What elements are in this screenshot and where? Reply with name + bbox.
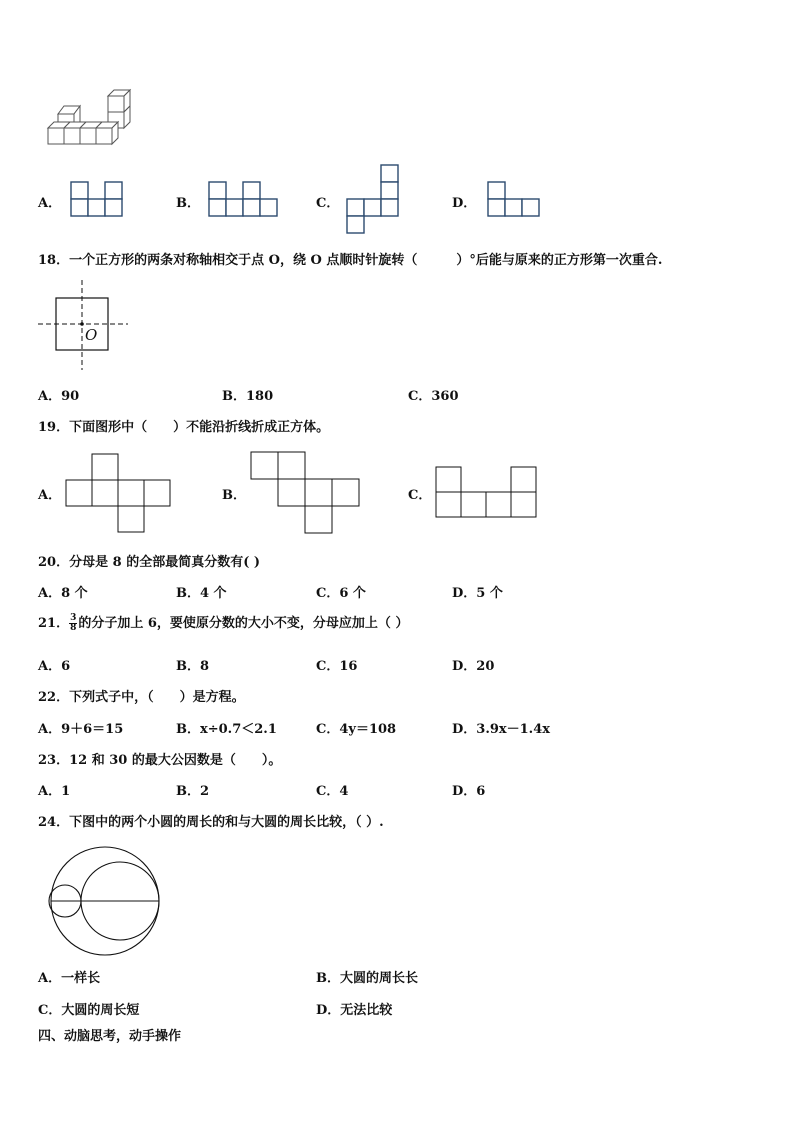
- q21-option-d[interactable]: D．20: [452, 659, 495, 674]
- q24-option-a[interactable]: A．一样长: [38, 971, 101, 986]
- q19-stem: 19．下面图形中（ ）不能沿折线折成正方体。: [38, 420, 330, 435]
- q18-option-b[interactable]: B．180: [222, 389, 274, 404]
- cube-solid-figure: [40, 86, 140, 156]
- q19-option-b-net: [250, 451, 364, 535]
- q20-option-a[interactable]: A．8 个: [38, 586, 88, 601]
- q23-option-d[interactable]: D．6: [452, 784, 486, 799]
- q21-stem-line: [38, 612, 408, 633]
- circles-figure: [46, 844, 166, 960]
- q17-option-b-figure: [208, 181, 282, 219]
- q17-option-b-label[interactable]: B．: [176, 196, 200, 211]
- section-four-title: 四、动脑思考，动手操作: [38, 1029, 182, 1044]
- fraction-denominator: 8: [70, 623, 77, 633]
- q19-option-b-label[interactable]: B．: [222, 488, 246, 503]
- q19-option-c-net: [435, 466, 539, 520]
- q22-option-a[interactable]: A．9＋6＝15: [38, 722, 124, 737]
- q23-option-c[interactable]: C．4: [316, 784, 349, 799]
- q24-option-c[interactable]: C．大圆的周长短: [38, 1003, 140, 1018]
- q24-option-d[interactable]: D．无法比较: [316, 1003, 393, 1018]
- q21-option-b[interactable]: B．8: [176, 659, 210, 674]
- q17-option-d-figure: [487, 181, 543, 219]
- q17-option-d-label[interactable]: D．: [452, 196, 477, 211]
- q21-fraction: [69, 614, 77, 633]
- q18-square-figure: [38, 280, 130, 370]
- q22-option-d[interactable]: D．3.9x－1.4x: [452, 722, 551, 737]
- q17-option-c-figure: [345, 163, 403, 235]
- q19-option-a-label[interactable]: A．: [38, 488, 62, 503]
- point-o-label: O: [85, 326, 98, 344]
- q21-option-a[interactable]: A．6: [38, 659, 71, 674]
- q18-option-a[interactable]: A．90: [38, 389, 80, 404]
- q17-option-c-label[interactable]: C．: [316, 196, 340, 211]
- q24-option-b[interactable]: B．大圆的周长长: [316, 971, 418, 986]
- q17-option-a-figure: [70, 181, 126, 219]
- fraction-numerator: 3: [70, 613, 77, 623]
- q23-option-b[interactable]: B．2: [176, 784, 210, 799]
- q19-option-c-label[interactable]: C．: [408, 488, 432, 503]
- q17-option-a-label[interactable]: A．: [38, 196, 62, 211]
- q20-option-b[interactable]: B．4 个: [176, 586, 227, 601]
- q20-stem: 20．分母是 8 的全部最简真分数有( ): [38, 555, 261, 570]
- q21-stem-text: 的分子加上 6，要使原分数的大小不变，分母应加上（ ）: [78, 616, 409, 631]
- q21-number: 21．: [38, 616, 70, 631]
- q20-option-d[interactable]: D．5 个: [452, 586, 503, 601]
- q18-option-c[interactable]: C．360: [408, 389, 459, 404]
- q22-stem: 22．下列式子中，（ ）是方程。: [38, 690, 245, 705]
- q21-option-c[interactable]: C．16: [316, 659, 358, 674]
- q20-option-c[interactable]: C．6 个: [316, 586, 366, 601]
- q23-option-a[interactable]: A．1: [38, 784, 71, 799]
- q23-stem: 23．12 和 30 的最大公因数是（ ）。: [38, 753, 282, 768]
- q18-stem: 18．一个正方形的两条对称轴相交于点 O，绕 O 点顺时针旋转（ ）°后能与原来的正方形第一次重合.: [38, 253, 663, 268]
- q22-option-c[interactable]: C．4y＝108: [316, 722, 397, 737]
- q19-option-a-net: [65, 453, 173, 535]
- q24-stem: 24．下图中的两个小圆的周长的和与大圆的周长比较，（ ）.: [38, 815, 384, 830]
- q22-option-b[interactable]: B．x÷0.7＜2.1: [176, 722, 277, 737]
